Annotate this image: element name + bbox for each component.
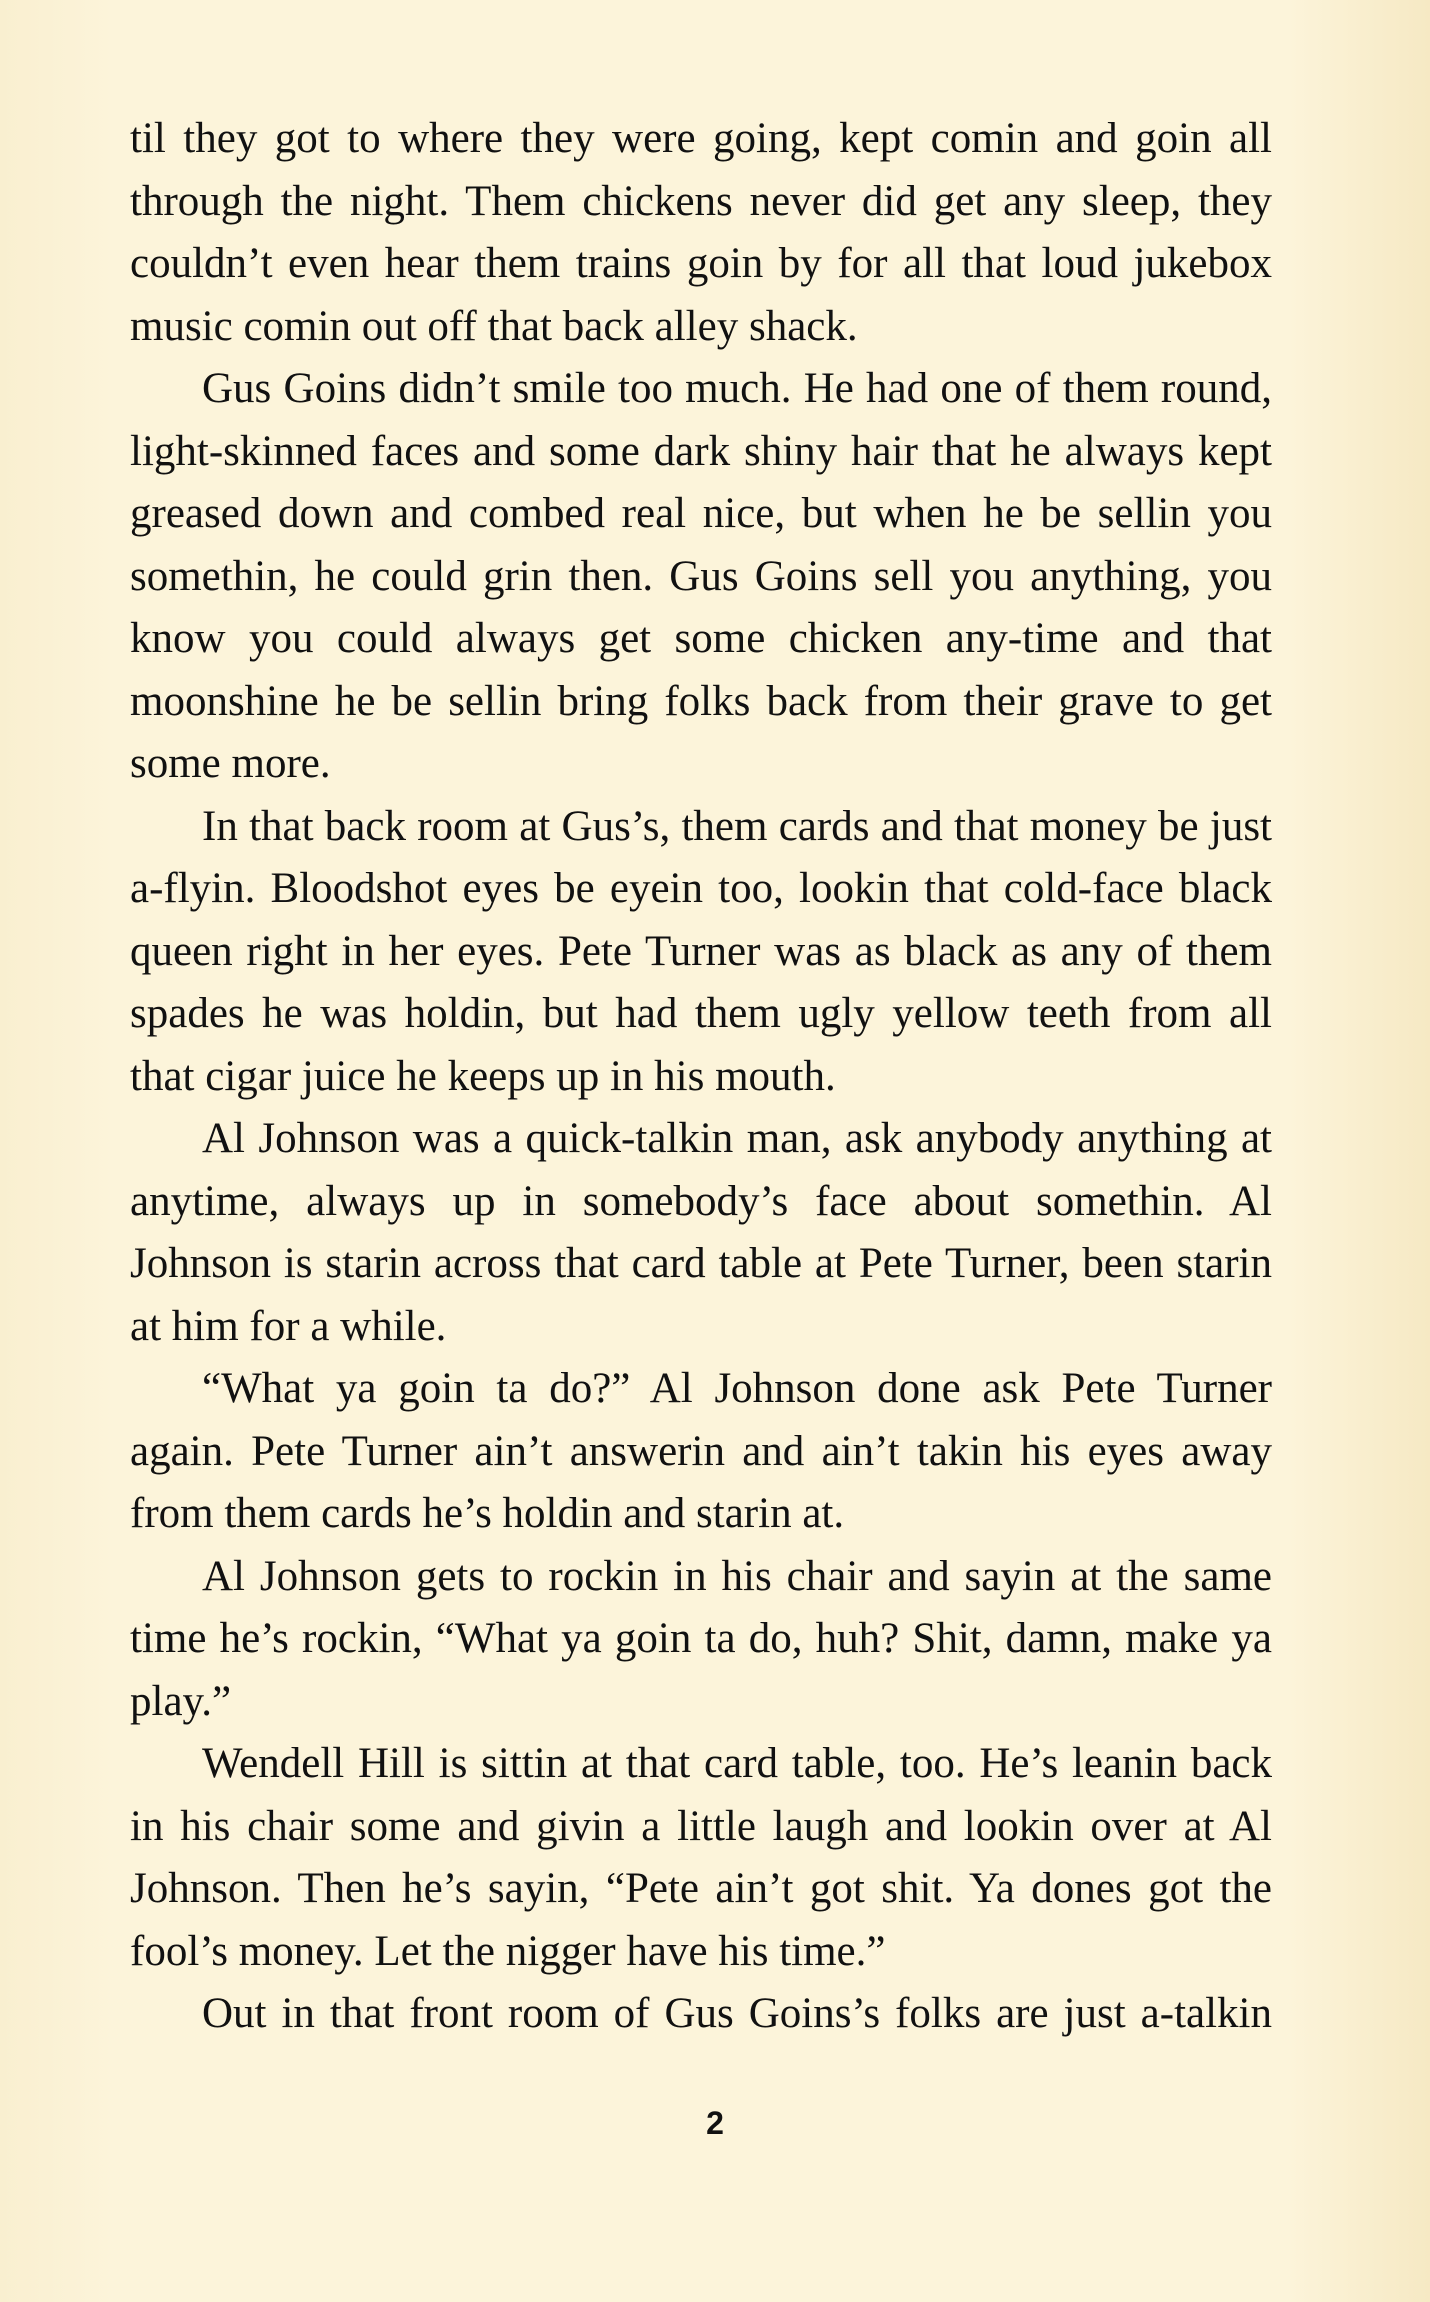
body-text — [130, 108, 1272, 2046]
paragraph: Wendell Hill is sittin at that card table, too. He’s leanin back in his chair some and givin a little laugh and lookin over at Al Johnson. Then he’s sayin, “Pete ain’t got shit. Ya dones got the fool’s money. Let the nigger have his time.” — [130, 1740, 1272, 1975]
paragraph: In that back room at Gus’s, them cards and that money be just a-flyin. Bloodshot eyes be eyein too, lookin that cold-face black queen right in her eyes. Pete Turner was as black as any of them spades he was holdin, but had them ugly yellow teeth from all that cigar juice he keeps up in his mouth. — [130, 802, 1272, 1100]
paragraph: Al Johnson gets to rockin in his chair and sayin at the same time he’s rockin, “What ya goin ta do, huh? Shit, damn, make ya play.” — [130, 1552, 1272, 1725]
paragraph: Gus Goins didn’t smile too much. He had one of them round, light-skinned faces and some dark shiny hair that he always kept greased down and combed real nice, but when he be sellin you somethin, he could grin then. Gus Goins sell you anything, you know you could always get some chicken any-time and that moonshine he be sellin bring folks back from their grave to get some more. — [130, 365, 1272, 787]
paragraph: Al Johnson was a quick-talkin man, ask anybody anything at anytime, always up in somebody’s face about somethin. Al Johnson is starin across that card table at Pete Turner, been starin at him for a while. — [130, 1115, 1272, 1350]
paragraph: Out in that front room of Gus Goins’s folks are just a-talkin — [202, 1990, 1272, 2037]
paragraph: “What ya goin ta do?” Al Johnson done ask Pete Turner again. Pete Turner ain’t answerin and ain’t takin his eyes away from them cards he’s holdin and starin at. — [130, 1365, 1272, 1537]
page-number: 2 — [706, 2105, 724, 2141]
paragraph: til they got to where they were going, kept comin and goin all through the night. Them chickens never did get any sleep, they couldn’t even hear them trains goin by for all that loud jukebox music comin out off that back alley shack. — [130, 115, 1272, 350]
